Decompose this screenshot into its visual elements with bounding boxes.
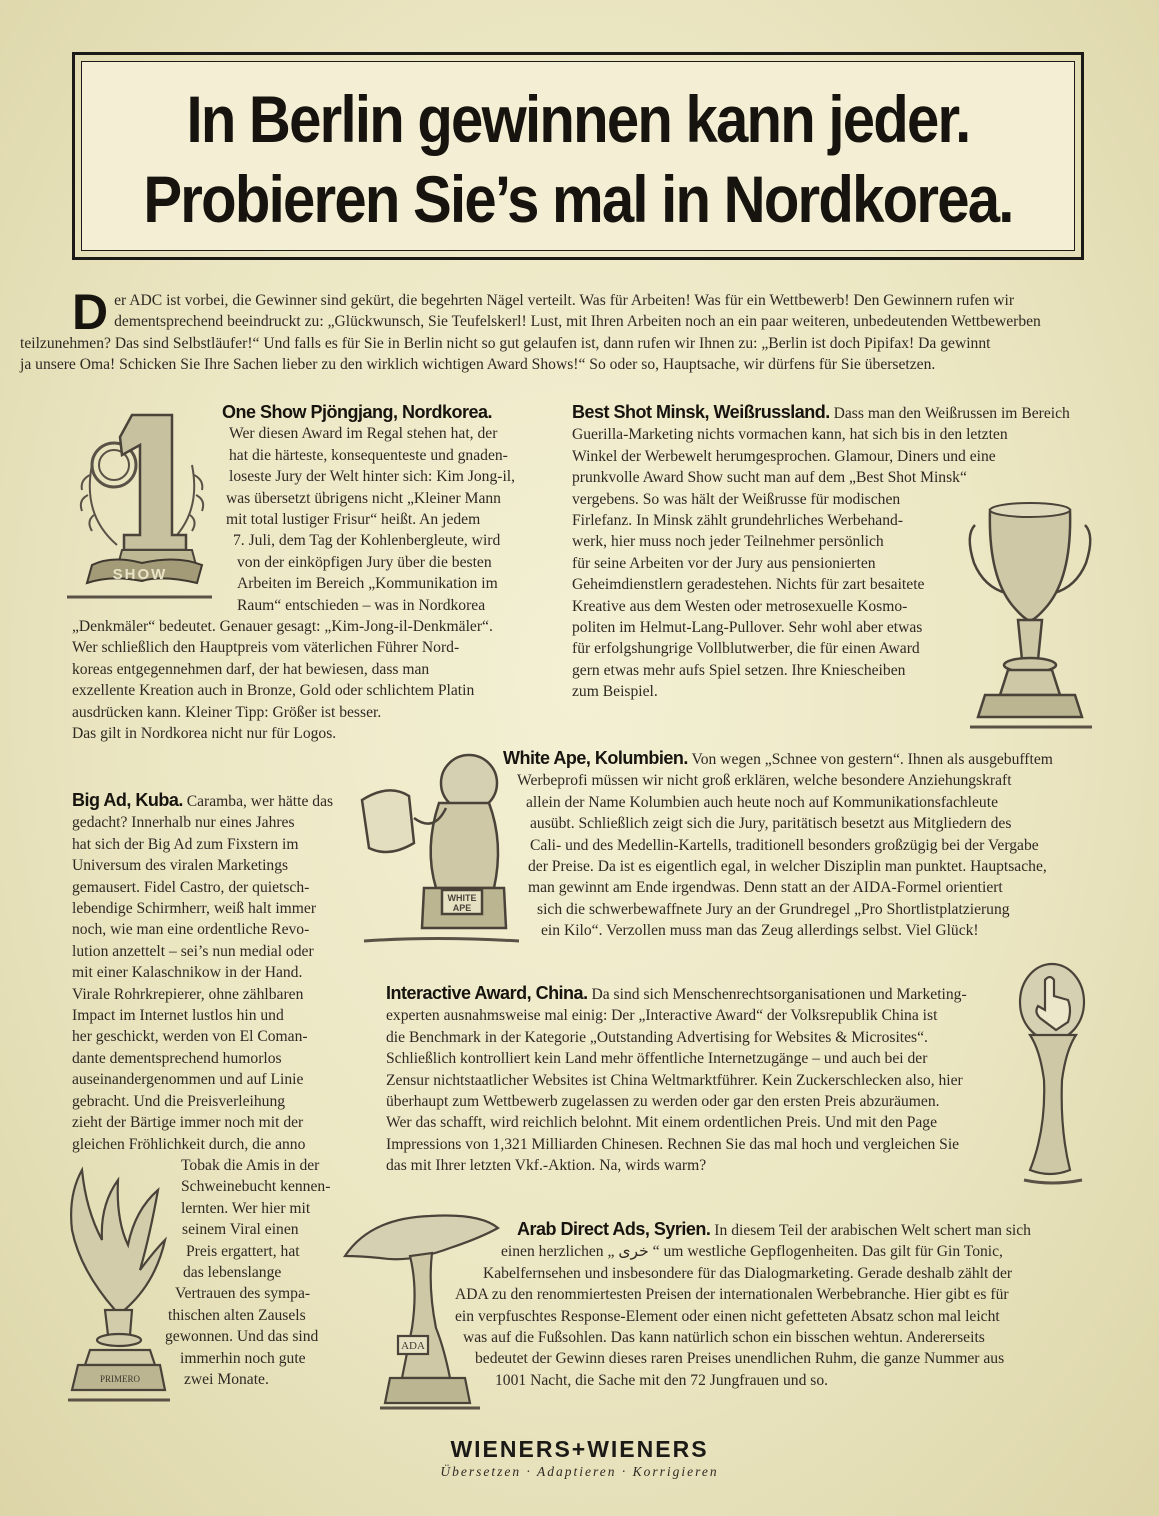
one-show-line: 7. Juli, dem Tag der Kohlenbergleute, wird: [233, 532, 501, 550]
big-ad-line: gebracht. Und die Preisverleihung: [72, 1092, 286, 1110]
one-show-line: was übersetzt übrigens nicht „Kleiner Mann: [226, 489, 501, 507]
big-ad-line: Impact im Internet lustlos hin und: [72, 1007, 284, 1025]
big-ad-line: thischen alten Zausels: [168, 1306, 306, 1324]
big-ad-line: Schweinebucht kennen-: [181, 1178, 331, 1196]
big-ad-line: zieht der Bärtige immer noch mit der: [72, 1114, 304, 1132]
arab-title: Arab Direct Ads, Syrien.: [517, 1219, 711, 1239]
best-shot-line: vergebens. So was hält der Weißrusse für modischen: [572, 490, 901, 508]
white-ape-trophy-label-1: WHITE: [447, 893, 477, 903]
big-ad-line: auseinandergenommen und auf Linie: [72, 1071, 304, 1089]
one-show-section: [72, 402, 542, 745]
one-show-line: Wer diesen Award im Regal stehen hat, der: [229, 425, 498, 443]
white-ape-line: man gewinnt am Ende irgendwas. Denn statt an der AIDA-Formel orientiert: [528, 879, 1003, 897]
interactive-line: experten ausnahmsweise mal einig: Der „Interactive Award“ der Volksrepublik China ist: [386, 1007, 938, 1025]
intro-line: dementsprechend beeindruckt zu: „Glückwunsch, Sie Teufelskerl! Lust, mit Ihren Arbeiten noch an ein paar weiteren, unbedeutenden Wettbewerben: [114, 313, 1041, 331]
interactive-line: Wer das schafft, wird reichlich belohnt. Mit einem ordentlichen Preis. Und mit den Page: [386, 1114, 938, 1132]
big-ad-line: Universum des viralen Marketings: [72, 857, 289, 875]
arab-line: In diesem Teil der arabischen Welt schert man sich: [710, 1222, 1031, 1239]
best-shot-line: für seine Arbeiten vor der Jury aus pensionierten: [572, 554, 876, 572]
interactive-line: Zensur nichtstaatlicher Websites ist China Weltmarktführer. Kein Zuckerschlecken also, hier: [386, 1071, 963, 1089]
arab-trophy-label: ADA: [401, 1340, 425, 1352]
white-ape-line: ausübt. Schließlich zeigt sich die Jury, paritätisch besetzt aus Mitgliedern des: [530, 815, 1012, 833]
best-shot-line: zum Beispiel.: [572, 683, 658, 701]
white-ape-trophy-illustration: [354, 748, 524, 953]
best-shot-line: Kreative aus dem Westen oder metrosexuelle Kosmo-: [572, 597, 908, 615]
big-ad-line: noch, wie man eine ordentliche Revo-: [72, 921, 310, 939]
one-show-line: Raum“ entschieden – was in Nordkorea: [237, 596, 486, 614]
best-shot-title: Best Shot Minsk, Weißrussland.: [572, 402, 830, 422]
big-ad-line: Vertrauen des sympa-: [175, 1285, 311, 1303]
best-shot-line: Dass man den Weißrussen im Bereich: [829, 405, 1070, 422]
big-ad-line: lution anzettelt – sei’s nun medial oder: [72, 942, 314, 960]
big-ad-line: Tobak die Amis in der: [181, 1156, 320, 1174]
best-shot-line: politen im Helmut-Lang-Pullover. Sehr wohl aber etwas: [572, 619, 923, 637]
headline-line-1: In Berlin gewinnen kann jeder.: [186, 82, 970, 156]
best-shot-line: prunkvolle Award Show sucht man auf dem „Best Shot Minsk“: [572, 469, 967, 487]
arab-section: [455, 1219, 1075, 1391]
big-ad-line: zwei Monate.: [184, 1370, 269, 1388]
big-ad-line: gleichen Fröhlichkeit durch, die anno: [72, 1135, 306, 1153]
one-show-line: Das gilt in Nordkorea nicht nur für Logos.: [72, 725, 337, 743]
one-show-line: ausdrücken kann. Kleiner Tipp: Größer ist besser.: [72, 703, 382, 721]
footer-tagline: Übersetzen · Adaptieren · Korrigieren: [440, 1464, 719, 1479]
big-ad-line: Preis ergattert, hat: [186, 1242, 300, 1260]
best-shot-line: Winkel der Werbewelt herumgesprochen. Glamour, Diners und eine: [572, 447, 996, 465]
intro-line: ja unsere Oma! Schicken Sie Ihre Sachen lieber zu den wirklich wichtigen Award Shows!“ So oder so, Hauptsache, wir dürfens für Sie übersetzen.: [20, 356, 936, 374]
best-shot-cup-illustration: [960, 495, 1100, 740]
big-ad-line: gewonnen. Und das sind: [165, 1328, 319, 1346]
headline-box: [72, 52, 1084, 260]
white-ape-line: Cali- und des Medellin-Kartells, traditionell besonders großzügig bei der Vergabe: [530, 836, 1039, 854]
arab-line: was auf die Fußsohlen. Das kann natürlich schon ein bisschen wehtun. Andererseits: [463, 1329, 985, 1347]
arab-line: Kabelfernsehen und insbesondere für das Dialogmarketing. Gerade deshalb zählt der: [483, 1264, 1013, 1282]
interactive-line: Impressions von 1,321 Milliarden Chinesen. Rechnen Sie das mal hoch und vergleichen Sie: [386, 1135, 960, 1153]
headline: [135, 79, 1020, 239]
white-ape-line: allein der Name Kolumbien auch heute noch auf Kommunikationsfachleute: [526, 793, 998, 811]
big-ad-line: seinem Viral einen: [182, 1221, 299, 1239]
interactive-line: überhaupt zum Wettbewerb zugelassen zu werden oder gar den ersten Preis abzuräumen.: [386, 1093, 940, 1111]
intro-paragraph: [20, 284, 1086, 376]
big-ad-line: her geschickt, werden von El Coman-: [72, 1028, 308, 1046]
one-show-line: Wer schließlich den Hauptpreis vom väterlichen Führer Nord-: [72, 639, 460, 657]
big-ad-line: Virale Rohrkrepierer, ohne zählbaren: [72, 985, 304, 1003]
best-shot-line: für erfolgshungrige Vollblutwerber, die für einen Award: [572, 640, 920, 658]
white-ape-line: Von wegen „Schnee von gestern“. Ihnen als ausgebufftem: [687, 751, 1053, 768]
one-show-line: koreas entgegennehmen darf, der hat bewiesen, dass man: [72, 660, 430, 678]
interactive-title: Interactive Award, China.: [386, 983, 588, 1003]
intro-line: er ADC ist vorbei, die Gewinner sind gekürt, die begehrten Nägel verteilt. Was für Arbeiten! Was für ein Wettbewerb! Den Gewinnern rufen wir: [114, 292, 1015, 309]
best-shot-line: Geheimdienstlern geradestehen. Nichts für zart besaitete: [572, 576, 925, 594]
one-show-line: von der einköpfigen Jury über die besten: [237, 553, 492, 571]
white-ape-line: Werbeprofi müssen wir nicht groß erklären, welche besondere Anziehungskraft: [517, 772, 1012, 790]
big-ad-trophy-label: PRIMERO: [99, 1374, 141, 1384]
interactive-section: [386, 983, 1016, 1177]
best-shot-line: Guerilla-Marketing nichts vormachen kann, hat sich bis in den letzten: [572, 426, 1008, 444]
interactive-line: das mit Ihrer letzten Vkf.-Aktion. Na, wirds warm?: [386, 1157, 707, 1175]
big-ad-title: Big Ad, Kuba.: [72, 790, 183, 810]
intro-dropcap: D: [72, 284, 109, 340]
arab-line: ein verpfuschtes Response-Element oder einen nicht gefetteten Absatz schon mal leicht: [455, 1307, 1000, 1325]
big-ad-line: dante dementsprechend humorlos: [72, 1049, 282, 1067]
interactive-line: Da sind sich Menschenrechtsorganisationen und Marketing-: [587, 986, 967, 1003]
best-shot-line: werk, hier muss noch jeder Teilnehmer persönlich: [572, 533, 884, 551]
one-show-line: „Denkmäler“ bedeutet. Genauer gesagt: „Kim-Jong-il-Denkmäler“.: [72, 618, 493, 636]
big-ad-line: lebendige Schirmherr, weiß halt immer: [72, 900, 317, 918]
one-show-line: mit total lustiger Frisur“ heißt. An jedem: [226, 511, 481, 529]
big-ad-line: Caramba, wer hätte das: [182, 793, 334, 810]
footer-brand-logo: WIENERS+WIENERS: [450, 1436, 709, 1462]
intro-line: teilzunehmen? Das sind Selbstläufer!“ Und falls es für Sie in Berlin nicht so gut gelaufen ist, dann rufen wir Ihnen zu: „Berlin ist doch Pipifax! Da gewinnt: [20, 334, 991, 352]
white-ape-line: ein Kilo“. Verzollen muss man das Zeug allerdings selbst. Viel Glück!: [541, 922, 979, 940]
arab-line: bedeutet der Gewinn dieses raren Preises unendlichen Ruhm, die ganze Nummer aus: [475, 1350, 1005, 1368]
interactive-line: Schließlich kontrolliert kein Land mehr öffentliche Internetzugänge – und auch bei der: [386, 1050, 928, 1068]
big-ad-line: lernten. Wer hier mit: [181, 1199, 311, 1217]
one-show-line: Arbeiten im Bereich „Kommunikation im: [237, 575, 498, 593]
white-ape-line: sich die schwerbewaffnete Jury an der Grundregel „Pro Shortlistplatzierung: [537, 900, 1010, 918]
one-show-line: loseste Jury der Welt hinter sich: Kim Jong-il,: [229, 468, 516, 486]
white-ape-trophy-label-2: APE: [452, 903, 472, 913]
arab-line: 1001 Nacht, die Sache mit den 72 Jungfrauen und so.: [495, 1371, 829, 1389]
one-show-line: exzellente Kreation auch in Bronze, Gold oder schlichtem Platin: [72, 682, 475, 700]
big-ad-line: gedacht? Innerhalb nur eines Jahres: [72, 814, 295, 832]
white-ape-section: [503, 748, 1083, 942]
white-ape-title: White Ape, Kolumbien.: [503, 748, 688, 768]
best-shot-line: gern etwas mehr aufs Spiel setzen. Ihre Kniescheiben: [572, 661, 906, 679]
big-ad-line: hat sich der Big Ad zum Fixstern im: [72, 835, 299, 853]
one-show-line: hat die härteste, konsequenteste und gnaden-: [229, 446, 508, 464]
interactive-cursor-trophy-illustration: [1010, 960, 1095, 1190]
headline-line-2: Probieren Sie’s mal in Nordkorea.: [143, 162, 1013, 236]
arab-line: einen herzlichen „ خرى “ um westliche Gepflogenheiten. Das gilt für Gin Tonic,: [501, 1243, 1003, 1261]
big-ad-line: immerhin noch gute: [180, 1349, 306, 1367]
one-show-trophy-label: SHOW: [112, 566, 168, 583]
interactive-line: die Benchmark in der Kategorie „Outstanding Advertising for Websites & Microsites“.: [386, 1028, 928, 1046]
arab-line: ADA zu den renommiertesten Preisen der internationalen Werbebranche. Hier gibt es für: [455, 1286, 1009, 1304]
white-ape-line: der Preise. Da ist es eigentlich egal, in welcher Disziplin man punktet. Hauptsache,: [528, 858, 1047, 876]
big-ad-line: gemausert. Fidel Castro, der quietsch-: [72, 878, 310, 896]
best-shot-line: Firlefanz. In Minsk zählt grundehrliches Werbehand-: [572, 512, 904, 530]
big-ad-primero-trophy-illustration: [60, 1160, 175, 1410]
big-ad-line: das lebenslange: [183, 1263, 282, 1281]
big-ad-line: mit einer Kalaschnikow in der Hand.: [72, 964, 303, 982]
one-show-title: One Show Pjöngjang, Nordkorea.: [222, 402, 493, 422]
